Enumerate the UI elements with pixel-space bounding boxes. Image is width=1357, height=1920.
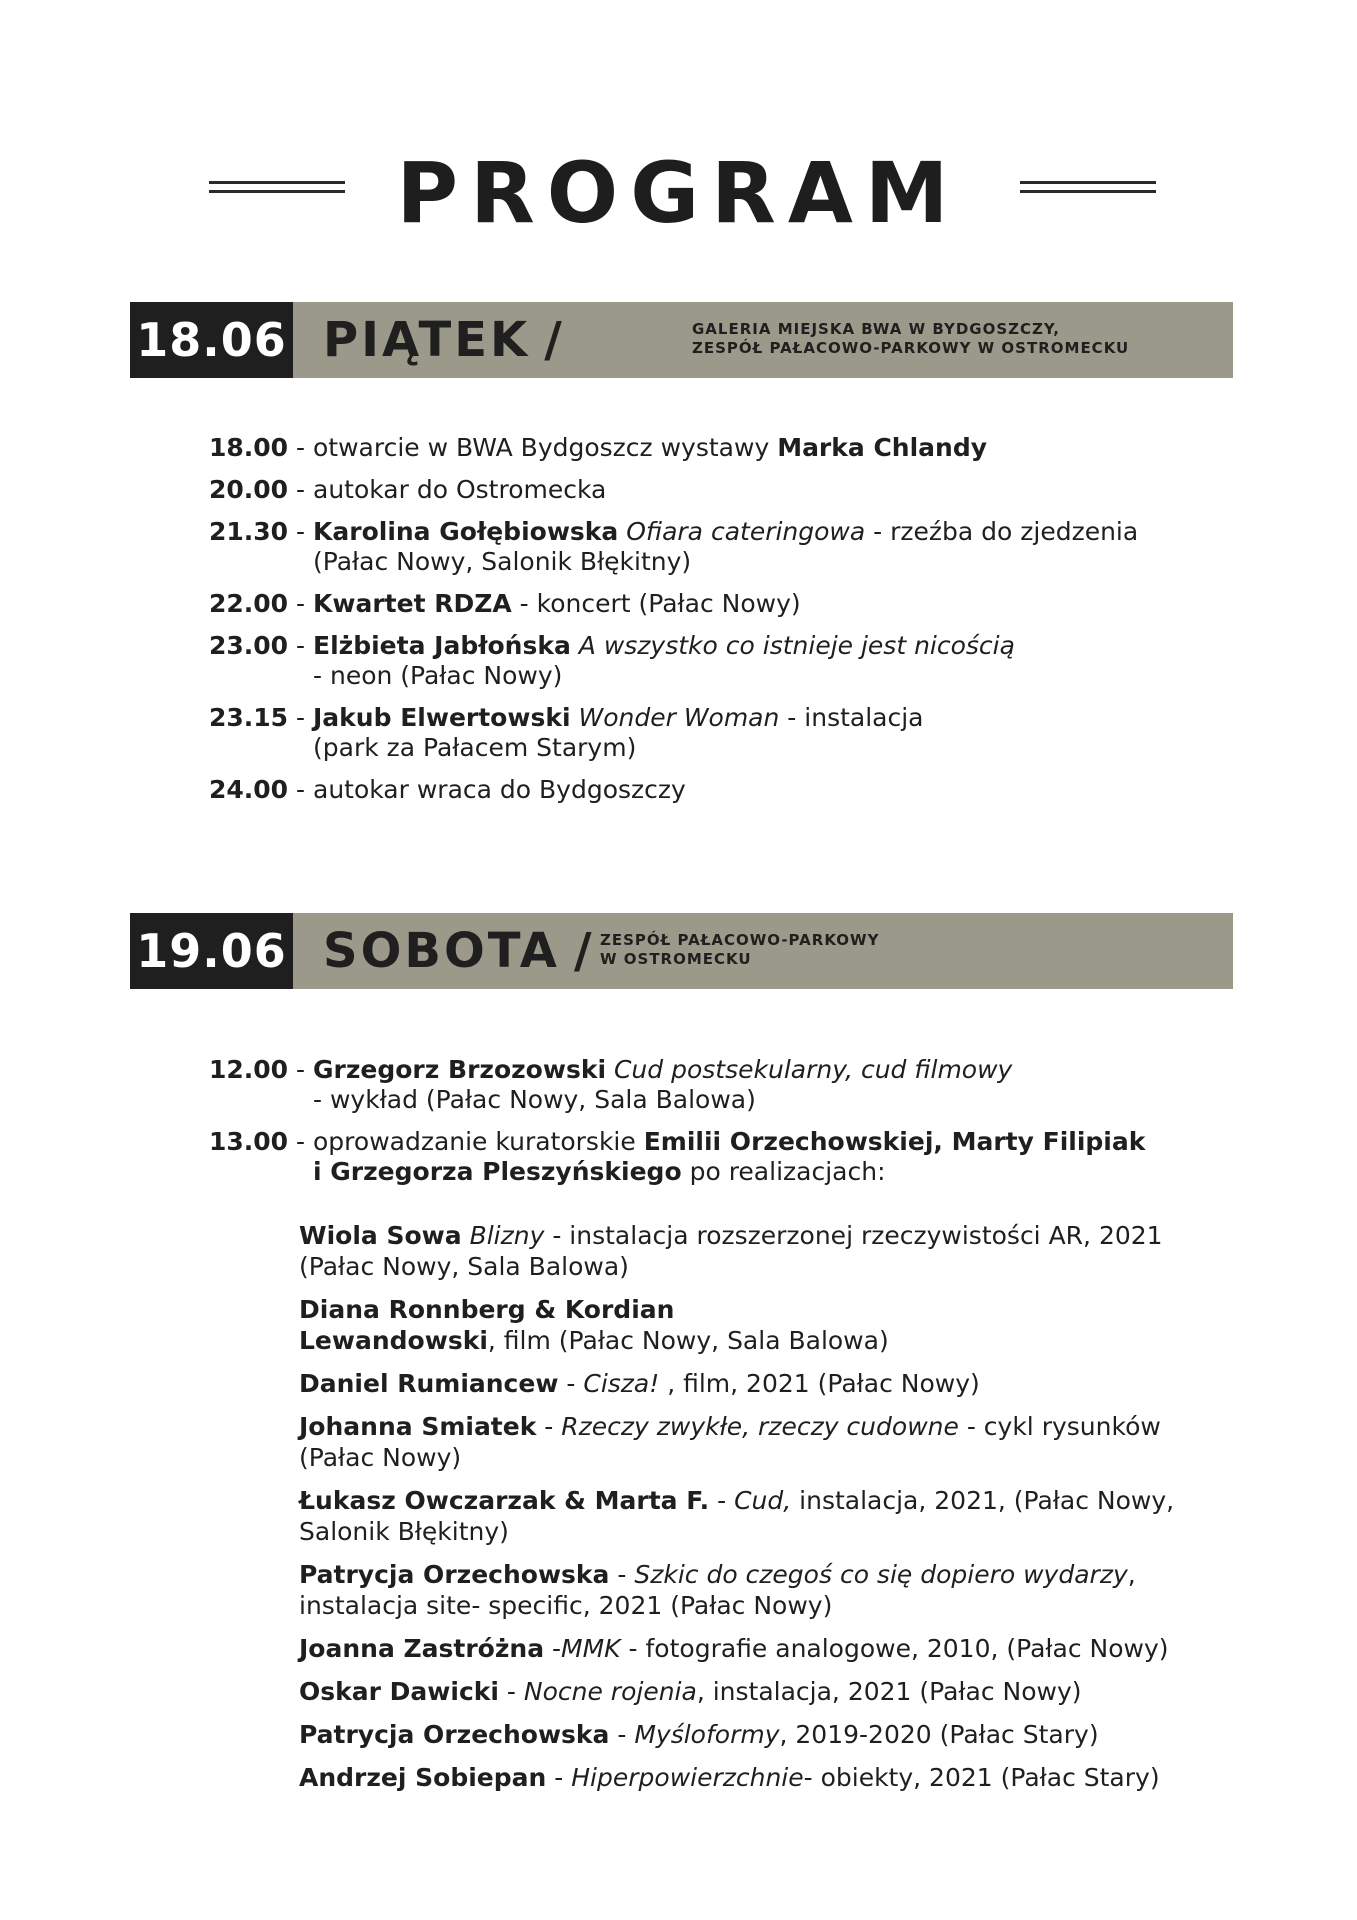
item-line2-bold: i Grzegorza Pleszyńskiego (313, 1157, 682, 1186)
work-details: instalacja, 2021, (Pałac Nowy, (791, 1486, 1175, 1515)
work-line2: (Pałac Nowy, Sala Balowa) (299, 1252, 629, 1281)
day-name-text: PIĄTEK (323, 312, 531, 368)
program-item (209, 775, 1209, 805)
work-title: Rzeczy zwykłe, rzeczy cudowne (561, 1412, 959, 1441)
work-artist: Patrycja Orzechowska (299, 1560, 610, 1589)
work-title: Blizny (461, 1221, 545, 1250)
program-item (209, 703, 1209, 763)
work-artist: Łukasz Owczarzak & Marta F. (299, 1486, 710, 1515)
program-item (209, 1127, 1209, 1187)
item-sep: - (288, 703, 313, 732)
item-bold: Elżbieta Jabłońska (313, 631, 571, 660)
work-details: , film (Pałac Nowy, Sala Balowa) (487, 1326, 889, 1355)
day-name-text: SOBOTA (323, 923, 560, 979)
work-entry (299, 1368, 1199, 1399)
day-date: 18.06 (130, 302, 293, 378)
work-entry (299, 1676, 1199, 1707)
item-sep: - (288, 433, 313, 462)
item-text: autokar do Ostromecka (313, 475, 607, 504)
item-sep: - (288, 631, 313, 660)
item-sep: - (288, 475, 313, 504)
work-entry (299, 1719, 1199, 1750)
work-artist: Oskar Dawicki (299, 1677, 499, 1706)
work-entry (299, 1220, 1199, 1282)
program-list-saturday (209, 1055, 1209, 1199)
item-text: autokar wraca do Bydgoszczy (313, 775, 686, 804)
item-desc (313, 1127, 1209, 1187)
item-bold: Marka Chlandy (777, 433, 988, 462)
item-bold: Kwartet RDZA (313, 589, 512, 618)
work-entry (299, 1559, 1199, 1621)
program-list-friday (209, 433, 1209, 817)
item-bold: Emilii Orzechowskiej, Marty Filipiak (643, 1127, 1146, 1156)
work-title: Nocne rojenia (523, 1677, 697, 1706)
item-italic: Ofiara cateringowa (618, 517, 866, 546)
item-text: - rzeźba do zjedzenia (865, 517, 1139, 546)
work-sep: - (544, 1634, 562, 1663)
item-sep: - (288, 775, 313, 804)
work-details: , instalacja, 2021 (Pałac Nowy) (696, 1677, 1082, 1706)
work-artist: Andrzej Sobiepan (299, 1763, 547, 1792)
day-header-saturday (130, 913, 1233, 989)
work-entry (299, 1411, 1199, 1473)
item-line2: (Pałac Nowy, Salonik Błękitny) (313, 547, 692, 576)
item-time: 23.15 (209, 703, 289, 732)
item-time: 18.00 (209, 433, 289, 462)
work-title: Hiperpowierzchnie (571, 1763, 804, 1792)
work-title: Szkic do czegoś co się dopiero wydarzy (634, 1560, 1128, 1589)
work-details: - fotografie analogowe, 2010, (Pałac Nowy) (620, 1634, 1169, 1663)
work-details: , film, 2021 (Pałac Nowy) (659, 1369, 980, 1398)
item-text: - koncert (Pałac Nowy) (511, 589, 801, 618)
program-item (209, 475, 1209, 505)
item-sep: - (288, 1127, 313, 1156)
item-time: 12.00 (209, 1055, 289, 1084)
work-line2: (Pałac Nowy) (299, 1443, 462, 1472)
item-time: 13.00 (209, 1127, 289, 1156)
program-item (209, 1055, 1209, 1115)
item-italic: Cud postsekularny, cud filmowy (606, 1055, 1013, 1084)
day-venue (600, 931, 879, 969)
item-time: 24.00 (209, 775, 289, 804)
venue-line: W OSTROMECKU (600, 950, 752, 968)
work-title: MMK (561, 1634, 621, 1663)
venue-line: ZESPÓŁ PAŁACOWO-PARKOWY W OSTROMECKU (692, 339, 1130, 357)
item-bold: Jakub Elwertowski (313, 703, 571, 732)
item-time: 23.00 (209, 631, 289, 660)
work-details: , 2019-2020 (Pałac Stary) (779, 1720, 1099, 1749)
title-rule-right (1020, 181, 1156, 193)
work-details: - instalacja rozszerzonej rzeczywistości AR, 2021 (544, 1221, 1163, 1250)
work-sep: - (609, 1560, 635, 1589)
work-artist: Wiola Sowa (299, 1221, 462, 1250)
item-sep: - (288, 1055, 313, 1084)
work-sep: - (558, 1369, 584, 1398)
item-line2: (park za Pałacem Starym) (313, 733, 637, 762)
item-line2: - neon (Pałac Nowy) (313, 661, 563, 690)
item-text: otwarcie w BWA Bydgoszcz wystawy (313, 433, 778, 462)
item-desc (313, 517, 1209, 577)
work-details: , (1127, 1560, 1136, 1589)
works-list (299, 1220, 1199, 1805)
item-time: 20.00 (209, 475, 289, 504)
program-item (209, 589, 1209, 619)
work-entry (299, 1762, 1199, 1793)
item-text: oprowadzanie kuratorskie (313, 1127, 644, 1156)
page-title: PROGRAM (396, 144, 961, 242)
work-artist: Johanna Smiatek (299, 1412, 537, 1441)
program-item (209, 433, 1209, 463)
work-artist: Daniel Rumiancew (299, 1369, 559, 1398)
item-italic: A wszystko co istnieje jest nicością (570, 631, 1015, 660)
work-sep: - (709, 1486, 735, 1515)
day-header-friday (130, 302, 1233, 378)
day-slash: / (573, 923, 595, 979)
work-artist: Diana Ronnberg & Kordian Lewandowski (299, 1295, 675, 1355)
item-bold: Karolina Gołębiowska (313, 517, 619, 546)
day-date: 19.06 (130, 913, 293, 989)
venue-line: GALERIA MIEJSKA BWA W BYDGOSZCZY, (692, 320, 1060, 338)
day-name (323, 913, 594, 989)
item-time: 22.00 (209, 589, 289, 618)
work-title: Cisza! (583, 1369, 660, 1398)
work-line2: Salonik Błękitny) (299, 1517, 509, 1546)
work-title: Myśloformy (634, 1720, 780, 1749)
item-line2: - wykład (Pałac Nowy, Sala Balowa) (313, 1085, 756, 1114)
venue-line: ZESPÓŁ PAŁACOWO-PARKOWY (600, 931, 880, 949)
item-desc (313, 703, 1209, 763)
item-italic: Wonder Woman (570, 703, 780, 732)
work-sep: - (546, 1763, 572, 1792)
item-desc (313, 475, 1209, 505)
work-details: - obiekty, 2021 (Pałac Stary) (803, 1763, 1160, 1792)
work-entry (299, 1485, 1199, 1547)
program-item (209, 631, 1209, 691)
work-sep: - (609, 1720, 635, 1749)
work-sep: - (536, 1412, 562, 1441)
item-desc (313, 433, 1209, 463)
item-desc (313, 631, 1209, 691)
item-desc (313, 775, 1209, 805)
day-name (323, 302, 565, 378)
item-time: 21.30 (209, 517, 289, 546)
item-desc (313, 1055, 1209, 1115)
work-entry (299, 1633, 1199, 1664)
work-title: Cud, (734, 1486, 792, 1515)
item-sep: - (288, 589, 313, 618)
day-slash: / (544, 312, 565, 368)
item-desc (313, 589, 1209, 619)
work-artist: Joanna Zastróżna (299, 1634, 545, 1663)
item-text: - instalacja (779, 703, 924, 732)
work-details: - cykl rysunków (958, 1412, 1161, 1441)
title-row (0, 144, 1357, 242)
work-line2: instalacja site- specific, 2021 (Pałac Nowy) (299, 1591, 833, 1620)
work-entry (299, 1294, 1199, 1356)
item-sep: - (288, 517, 313, 546)
item-line2: po realizacjach: (681, 1157, 886, 1186)
program-item (209, 517, 1209, 577)
day-venue (692, 320, 1129, 358)
work-artist: Patrycja Orzechowska (299, 1720, 610, 1749)
work-sep: - (498, 1677, 524, 1706)
item-bold: Grzegorz Brzozowski (313, 1055, 607, 1084)
